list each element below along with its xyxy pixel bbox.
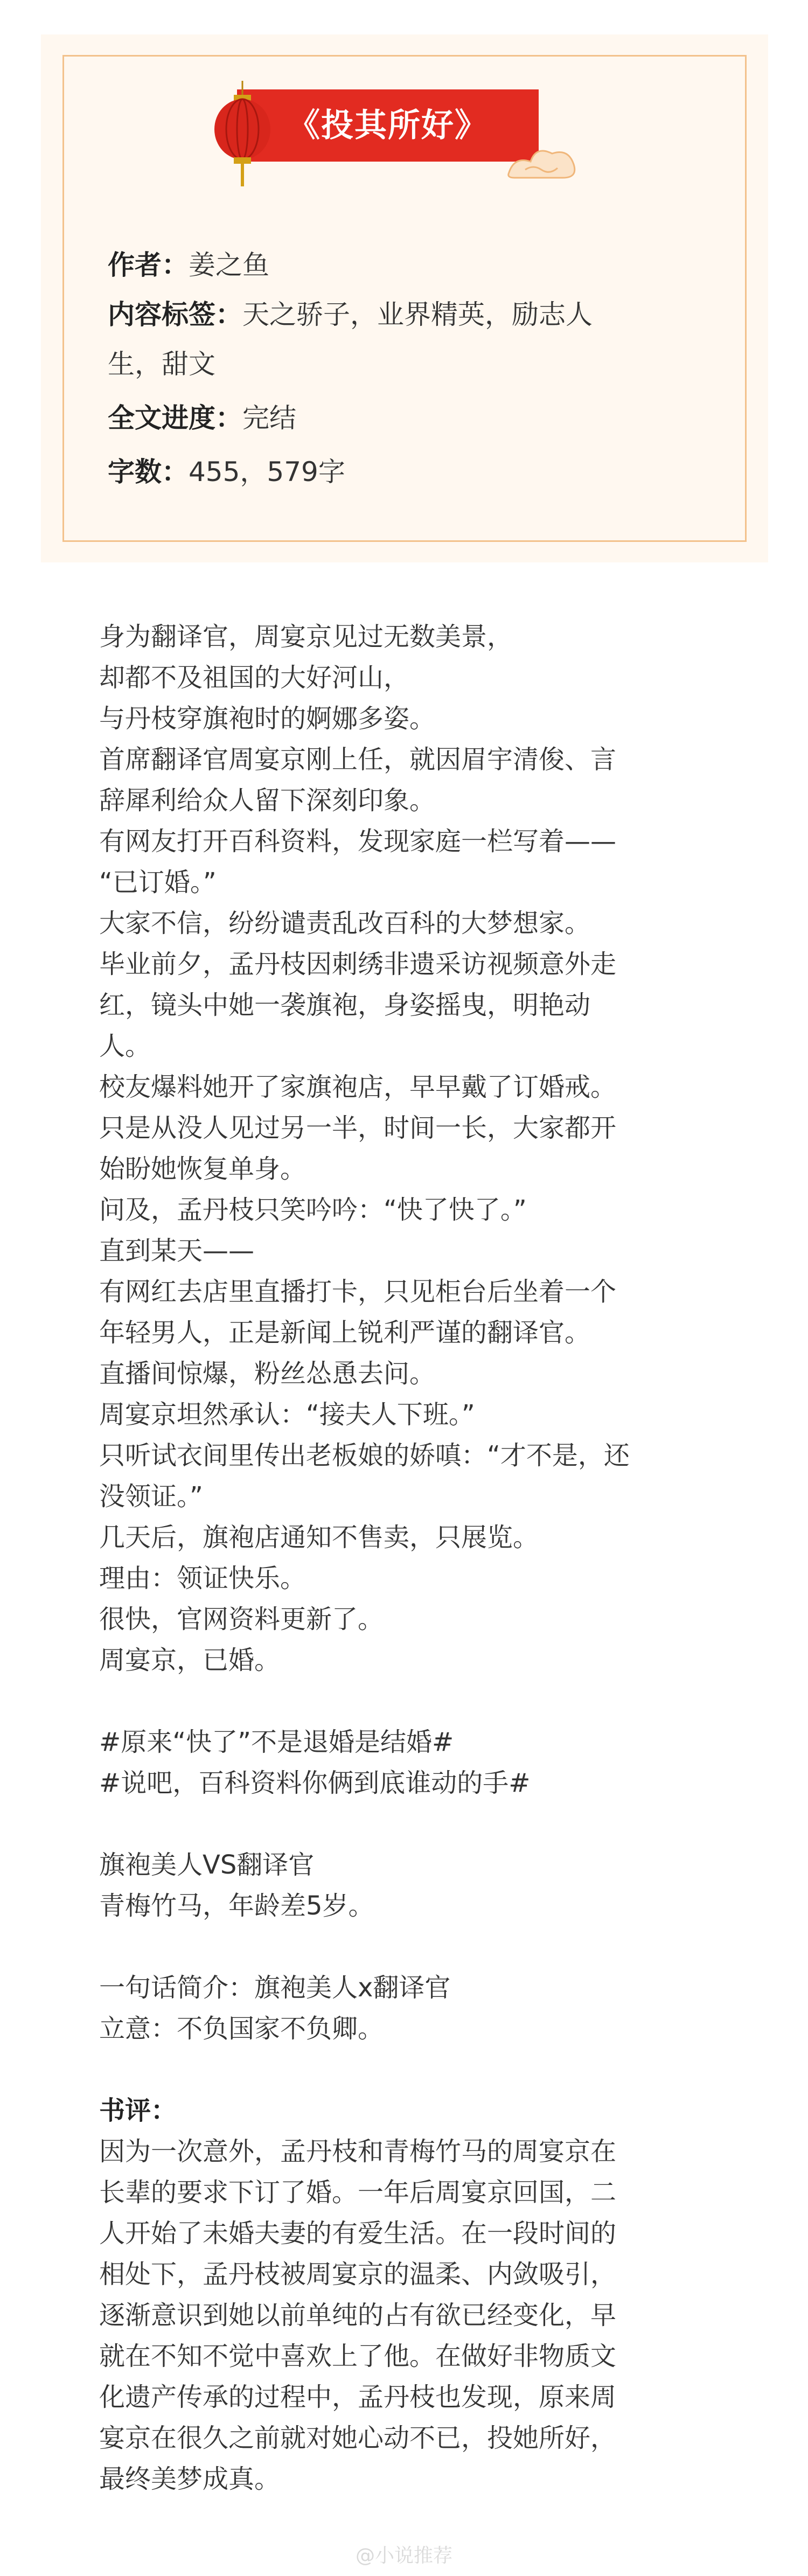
- body-line: 始盼她恢复单身。: [99, 1154, 307, 1184]
- body-line: 青梅竹马，年龄差5岁。: [99, 1891, 374, 1921]
- review-line: 最终美梦成真。: [99, 2464, 281, 2494]
- body-line: 首席翻译官周宴京刚上任，就因眉宇清俊、言: [99, 744, 617, 775]
- body-line: 年轻男人，正是新闻上锐利严谨的翻译官。: [99, 1318, 591, 1348]
- body-line: 直播间惊爆，粉丝怂恿去问。: [99, 1359, 436, 1389]
- review-heading: 书评：: [99, 2095, 177, 2126]
- body-line: 几天后，旗袍店通知不售卖，只展览。: [99, 1522, 539, 1552]
- hashtag-line: #说吧，百科资料你俩到底谁动的手#: [99, 1768, 531, 1798]
- tags-label: 内容标签：: [108, 299, 242, 330]
- review-line: 长辈的要求下订了婚。一年后周宴京回国，二: [99, 2177, 617, 2208]
- review-line: 人开始了未婚夫妻的有爱生活。在一段时间的: [99, 2218, 617, 2248]
- body-line: “已订婚。”: [99, 867, 217, 897]
- review-line: 化遗产传承的过程中，孟丹枝也发现，原来周: [99, 2382, 617, 2412]
- progress-row: [108, 393, 296, 443]
- summary-line: 一句话简介：旗袍美人x翻译官: [99, 1973, 451, 2003]
- tags-row: [108, 290, 593, 339]
- body-line: 只听试衣间里传出老板娘的娇嗔：“才不是，还: [99, 1440, 630, 1471]
- review-line: 因为一次意外，孟丹枝和青梅竹马的周宴京在: [99, 2136, 617, 2167]
- body-line: 直到某天——: [99, 1236, 255, 1266]
- body-line: 毕业前夕，孟丹枝因刺绣非遗采访视频意外走: [99, 949, 617, 979]
- watermark: @小说推荐: [355, 2545, 452, 2567]
- body-line: 大家不信，纷纷谴责乱改百科的大梦想家。: [99, 908, 591, 938]
- wordcount-value: 455，579字: [189, 456, 345, 488]
- review-line: 相处下，孟丹枝被周宴京的温柔、内敛吸引，: [99, 2259, 617, 2289]
- hashtag-line: #原来“快了”不是退婚是结婚#: [99, 1727, 454, 1757]
- body-line: 与丹枝穿旗袍时的婀娜多姿。: [99, 704, 436, 734]
- body-line: 没领证。”: [99, 1481, 203, 1512]
- review-line: 逐渐意识到她以前单纯的占有欲已经变化，早: [99, 2300, 617, 2330]
- body-line: 红，镜头中她一袭旗袍，身姿摇曳，明艳动: [99, 990, 591, 1020]
- review-line: 宴京在很久之前就对她心动不已，投她所好，: [99, 2423, 617, 2453]
- body-line: 却都不及祖国的大好河山，: [99, 663, 410, 693]
- review-line: 就在不知不觉中喜欢上了他。在做好非物质文: [99, 2341, 617, 2371]
- tags-row-continued: [108, 339, 215, 389]
- body-line: 周宴京，已婚。: [99, 1645, 281, 1675]
- progress-label: 全文进度：: [108, 402, 242, 434]
- body-line: 理由：领证快乐。: [99, 1563, 307, 1593]
- tags-value-continued: 生，甜文: [108, 349, 215, 380]
- body-line: 有网友打开百科资料，发现家庭一栏写着——: [99, 826, 617, 857]
- body-line: 只是从没人见过另一半，时间一长，大家都开: [99, 1113, 617, 1143]
- body-line: 人。: [99, 1031, 151, 1061]
- author-label: 作者：: [108, 249, 189, 281]
- cloud-decoration-icon: [504, 135, 579, 183]
- body-line: 问及，孟丹枝只笑吟吟：“快了快了。”: [99, 1195, 527, 1225]
- body-line: 旗袍美人VS翻译官: [99, 1850, 315, 1880]
- tags-value: 天之骄子，业界精英，励志人: [242, 299, 593, 330]
- author-row: [108, 240, 269, 290]
- wordcount-row: [108, 447, 345, 497]
- body-line: 周宴京坦然承认：“接夫人下班。”: [99, 1400, 475, 1430]
- theme-line: 立意：不负国家不负卿。: [99, 2014, 384, 2044]
- progress-value: 完结: [242, 402, 296, 434]
- author-value: 姜之鱼: [189, 249, 269, 281]
- body-line: 校友爆料她开了家旗袍店，早早戴了订婚戒。: [99, 1072, 617, 1102]
- book-title: 《投其所好》: [288, 107, 488, 144]
- lantern-icon: [210, 81, 275, 189]
- body-line: 辞犀利给众人留下深刻印象。: [99, 785, 436, 816]
- body-line: 很快，官网资料更新了。: [99, 1604, 384, 1634]
- wordcount-label: 字数：: [108, 456, 189, 488]
- body-line: 有网红去店里直播打卡，只见柜台后坐着一个: [99, 1277, 617, 1307]
- body-line: 身为翻译官，周宴京见过无数美景，: [99, 622, 513, 652]
